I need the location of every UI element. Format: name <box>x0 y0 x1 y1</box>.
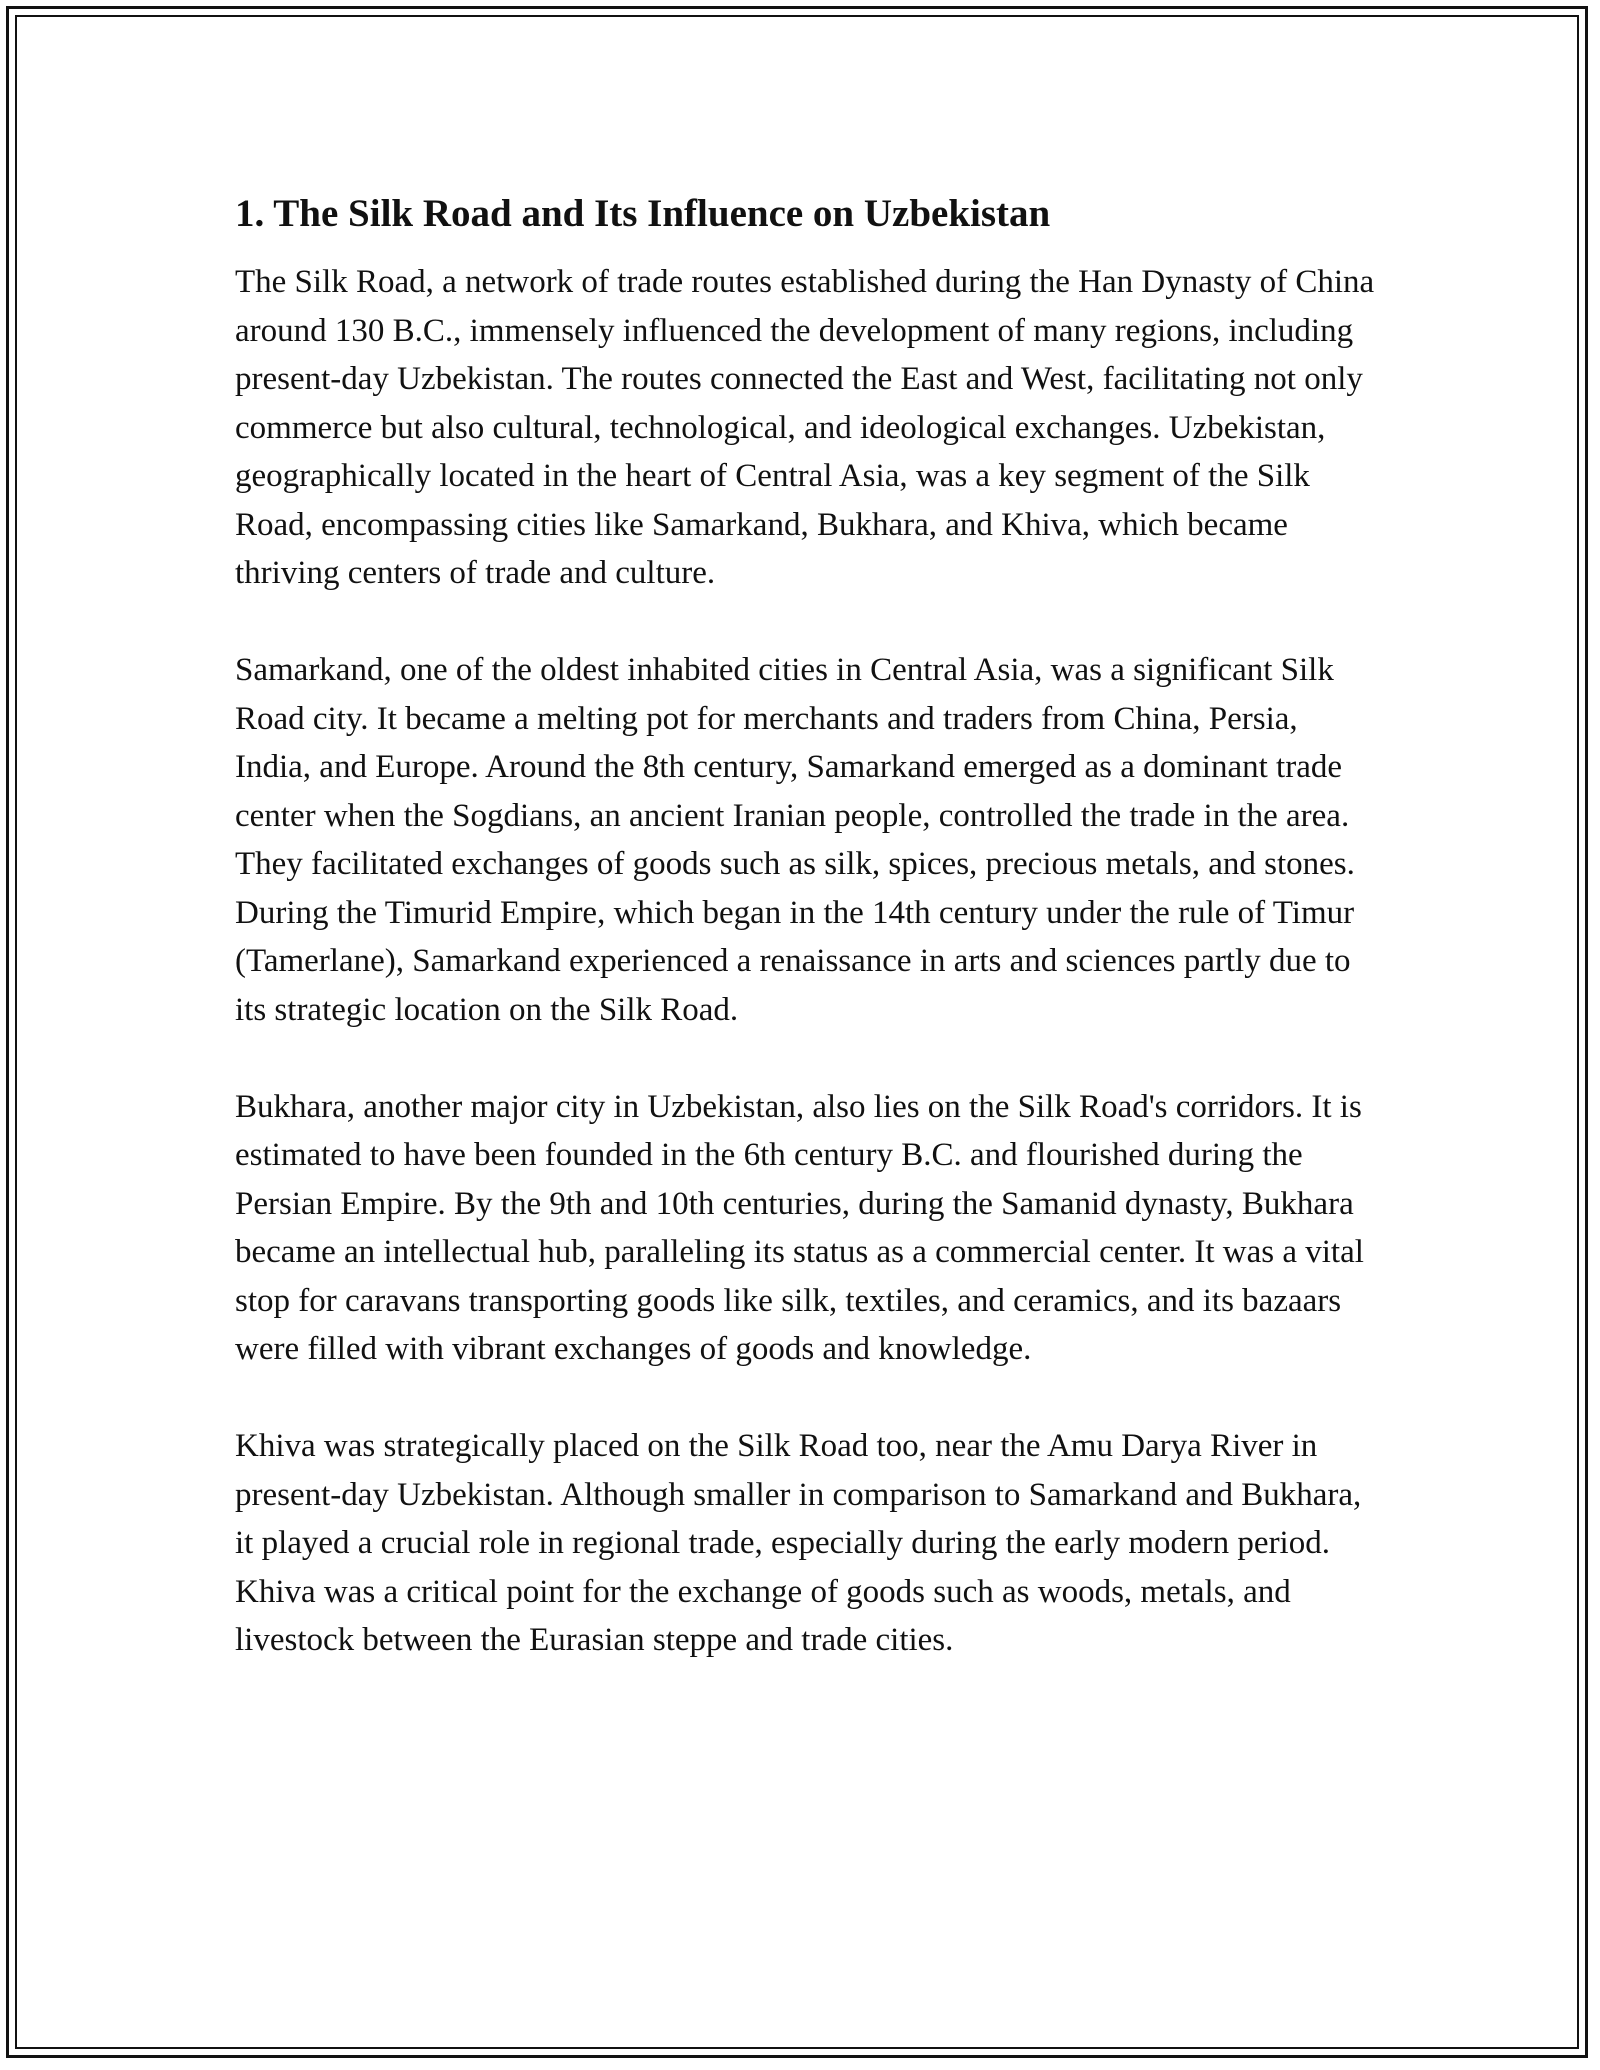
document-body <box>235 188 1375 1713</box>
paragraph-khiva: Khiva was strategically placed on the Silk Road too, near the Amu Darya River in present-day Uzbekistan. Although smaller in comparison to Samarkand and Bukhara, it played a crucial role in regional trade, especially during the early modern period. Khiva was a critical point for the exchange of goods such as woods, metals, and livestock between the Eurasian steppe and trade cities. <box>235 1428 1362 1658</box>
paragraph-samarkand: Samarkand, one of the oldest inhabited cities in Central Asia, was a significant Silk Road city. It became a melting pot for merchants and traders from China, Persia, India, and Europe. Around the 8th century, Samarkand emerged as a dominant trade center when the Sogdians, an ancient Iranian people, controlled the trade in the area. They facilitated exchanges of goods such as silk, spices, precious metals, and stones. During the Timurid Empire, which began in the 14th century under the rule of Timur (Tamerlane), Samarkand experienced a renaissance in arts and sciences partly due to its strategic location on the Silk Road. <box>235 652 1355 1028</box>
paragraph-silk-road-intro: The Silk Road, a network of trade routes established during the Han Dynasty of China around 130 B.C., immensely influenced the development of many regions, including present-day Uzbekistan. The routes connected the East and West, facilitating not only commerce but also cultural, technological, and ideological exchanges. Uzbekistan, geographically located in the heart of Central Asia, was a key segment of the Silk Road, encompassing cities like Samarkand, Bukhara, and Khiva, which became thriving centers of trade and culture. <box>235 264 1375 591</box>
section-heading: 1. The Silk Road and Its Influence on Uzbekistan <box>235 192 1051 235</box>
paragraph-bukhara: Bukhara, another major city in Uzbekistan, also lies on the Silk Road's corridors. It is estimated to have been founded in the 6th century B.C. and flourished during the Persian Empire. By the 9th and 10th centuries, during the Samanid dynasty, Bukhara became an intellectual hub, paralleling its status as a commercial center. It was a vital stop for caravans transporting goods like silk, textiles, and ceramics, and its bazaars were filled with vibrant exchanges of goods and knowledge. <box>235 1088 1364 1367</box>
